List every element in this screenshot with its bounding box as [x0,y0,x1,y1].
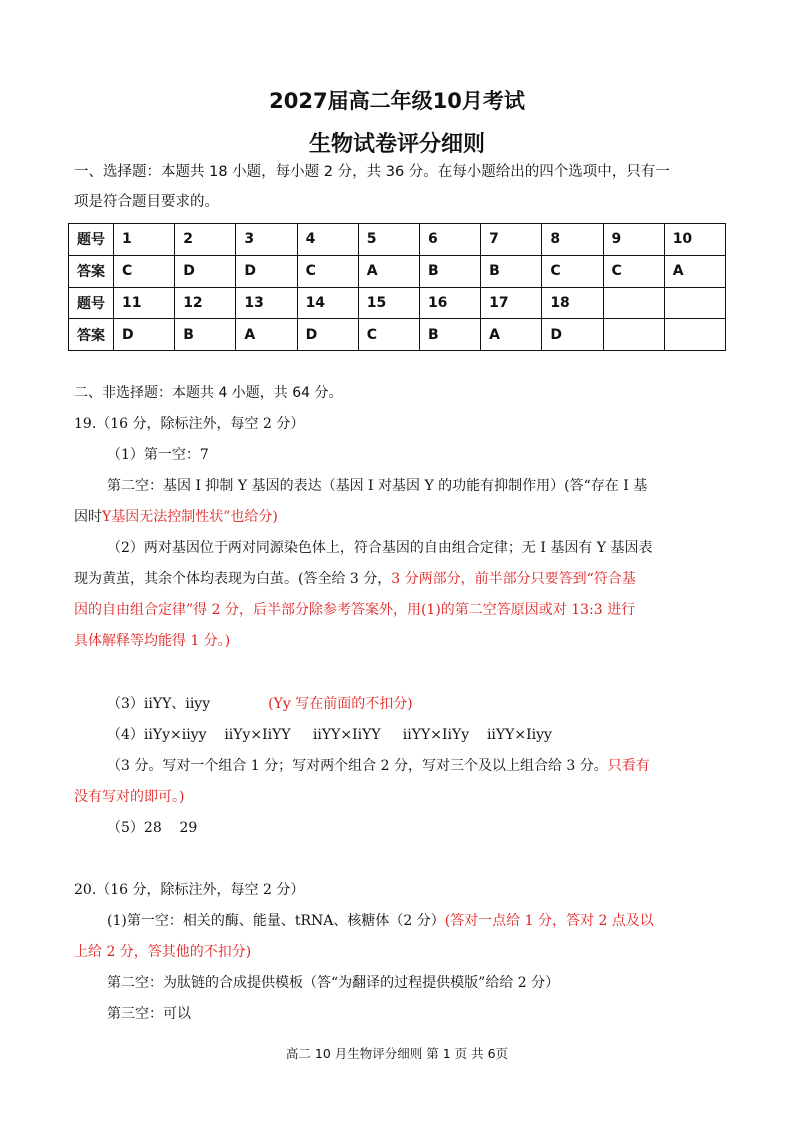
q19-p4-note: (Yy 写在前面的不扣分) [268,696,413,712]
q19-p3-line2 [74,569,636,589]
q20-p2: 第二空：为肽链的合成提供模板（答“为翻译的过程提供模版”给给 2 分） [107,975,560,991]
table-cell: 14 [297,287,358,319]
q19-p3-line2-note: 3 分两部分，前半部分只要答到“符合基 [391,571,636,587]
table-cell: A [481,319,542,351]
q19-p3-line2-text: 现为黄茧，其余个体均表现为白茧。(答全给 3 分， [74,571,392,587]
table-cell: B [481,255,542,287]
q19-p4-text: （3）iiYY、iiyy [107,696,211,712]
table-cell: 13 [236,287,297,319]
table-cell: 9 [603,224,664,256]
q19-p2-line2-note: Y基因无法控制性状”也给分) [102,509,278,525]
q19-p5: （4）iiYy×iiyy iiYy×IiYY iiYY×IiYY iiYY×IiYy iiYY×Iiyy [107,727,552,743]
section1-line2: 项是符合题目要求的。 [74,194,219,210]
q20-p1-line1-text: (1)第一空：相关的酶、能量、tRNA、核糖体（2 分） [107,913,445,929]
q20-p3: 第三空：可以 [107,1006,191,1022]
q19-p6-line1-note: 只看有 [607,758,650,774]
q19-p3-line4: 具体解释等均能得 1 分。) [74,633,231,649]
table-cell: A [664,255,725,287]
table-cell: 1 [114,224,175,256]
q20-header: 20.（16 分，除标注外，每空 2 分） [74,882,305,898]
table-cell: 6 [419,224,480,256]
q20-p1-line1-note: (答对一点给 1 分，答对 2 点及以 [444,913,654,929]
table-cell: 11 [114,287,175,319]
table-cell: 7 [481,224,542,256]
table-cell: 12 [175,287,236,319]
table-cell: C [603,255,664,287]
q19-p2-line2 [74,507,278,527]
exam-title: 2027届高二年级10月考试 [269,89,525,113]
q20-p1-line2: 上给 2 分，答其他的不扣分) [74,944,252,960]
page-footer: 高二 10 月生物评分细则 第 1 页 共 6页 [285,1046,509,1061]
table-cell: 17 [481,287,542,319]
answer-table [68,223,726,351]
question-number-label: 题号 [69,224,114,256]
q19-p7: （5）28 29 [107,820,198,836]
q20-p1-line1 [107,911,654,931]
table-cell: C [542,255,603,287]
answer-label: 答案 [69,319,114,351]
table-cell [603,319,664,351]
section2-heading: 二、非选择题：本题共 4 小题，共 64 分。 [74,385,343,401]
table-cell: D [542,319,603,351]
section1-line1: 一、选择题：本题共 18 小题，每小题 2 分，共 36 分。在每小题给出的四个选项中，只有一 [74,164,670,180]
table-cell: 4 [297,224,358,256]
q19-p2-line1: 第二空：基因 I 抑制 Y 基因的表达（基因 I 对基因 Y 的功能有抑制作用）(答“存在 I 基 [107,478,648,494]
table-cell: 3 [236,224,297,256]
table-cell: 8 [542,224,603,256]
table-cell: D [114,319,175,351]
table-cell: 10 [664,224,725,256]
table-cell [664,319,725,351]
q19-header: 19.（16 分，除标注外，每空 2 分） [74,416,305,432]
table-cell: 16 [419,287,480,319]
q19-p6-line1 [107,756,650,776]
question-number-label: 题号 [69,287,114,319]
q19-p1: （1）第一空：7 [107,447,209,463]
table-cell: A [358,255,419,287]
table-row [69,224,726,256]
table-cell: 15 [358,287,419,319]
q19-p6-line1-text: （3 分。写对一个组合 1 分；写对两个组合 2 分，写对三个及以上组合给 3 分。 [107,758,608,774]
table-cell [603,287,664,319]
table-cell: B [175,319,236,351]
table-cell: C [297,255,358,287]
table-cell: C [358,319,419,351]
table-row [69,287,726,319]
table-cell: C [114,255,175,287]
table-cell: B [419,255,480,287]
section1-instruction [74,157,724,217]
table-cell: 5 [358,224,419,256]
table-cell: 18 [542,287,603,319]
table-cell: D [297,319,358,351]
answer-label: 答案 [69,255,114,287]
table-row [69,319,726,351]
exam-subtitle: 生物试卷评分细则 [308,132,485,157]
q19-p2-line2-text: 因时 [74,509,102,525]
table-cell: D [175,255,236,287]
table-cell [664,287,725,319]
table-cell: D [236,255,297,287]
table-cell: A [236,319,297,351]
table-row [69,255,726,287]
table-cell: B [419,319,480,351]
q19-p3-line1: （2）两对基因位于两对同源染色体上，符合基因的自由组合定律；无 I 基因有 Y 基因表 [107,540,653,556]
q19-p3-line3: 因的自由组合定律”得 2 分，后半部分除参考答案外，用(1)的第二空答原因或对 13:3 进行 [74,602,636,618]
q19-p6-line2: 没有写对的即可。) [74,789,185,805]
table-cell: 2 [175,224,236,256]
q19-p4 [107,694,413,714]
